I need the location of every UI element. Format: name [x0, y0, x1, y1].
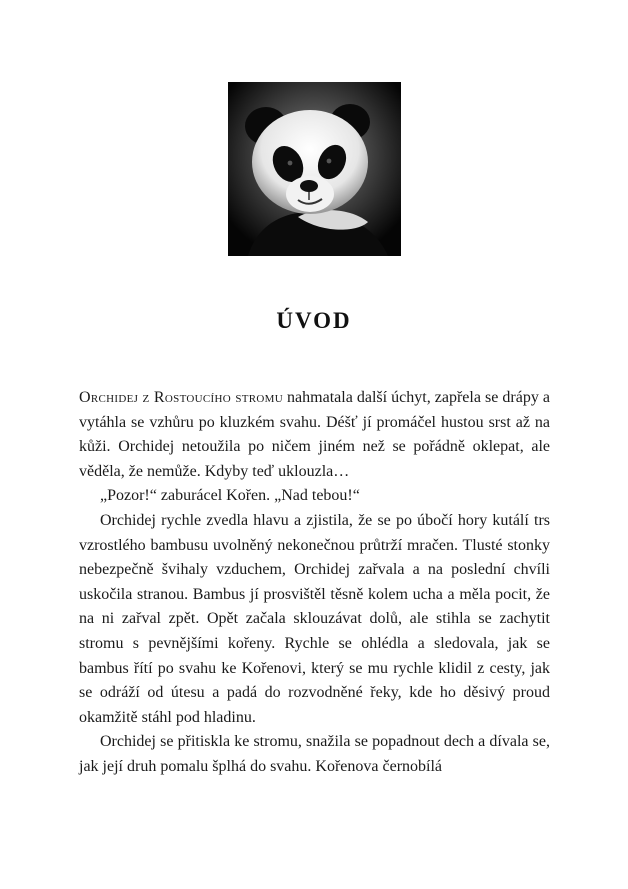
paragraph: [79, 386, 550, 484]
panda-illustration: [228, 82, 401, 256]
paragraph: Orchidej rychle zvedla hlavu a zjistila, že se po úbočí hory kutálí trs vzrostlého bambusu uvolněný nekonečnou průtrží mračen. Tlusté stonky nebezpečně švihaly vzduchem, Orchidej zařvala a na poslední chvíli uskočila stranou. Bambus jí prosvištěl těsně kolem ucha a měla pocit, že na ni zařval zpět. Opět začala sklouzávat dolů, ale stihla se zachytit stromu s pevnějšími kořeny. Rychle se ohlédla a sledovala, jak se bambus řítí po svahu ke Kořenovi, který se mu rychle klidil z cesty, jak se odráží od útesu a padá do rozvodněné řeky, kde ho děsivý proud okamžitě stáhl pod hladinu.: [79, 511, 550, 726]
chapter-body: [79, 386, 550, 780]
panda-photo: [228, 82, 401, 256]
paragraph: „Pozor!“ zaburácel Kořen. „Nad tebou!“: [100, 487, 360, 505]
paragraph-text: nahmatala další úchyt, zapřela se drápy a vytáhla se vzhůru po kluzkém svahu. Déšť jí promáčel hustou srst až na kůži. Orchidej netoužila po ničem jiném než se pořádně oklepat, ale věděla, že nemůže. Kdyby teď uklouzla…: [79, 389, 551, 480]
paragraph: Orchidej se přitiskla ke stromu, snažila se popadnout dech a dívala se, jak její druh pomalu šplhá do svahu. Kořenova černobílá: [79, 733, 550, 775]
chapter-title: ÚVOD: [276, 308, 352, 333]
lead-name: Orchidej z Rostoucího stromu: [79, 389, 283, 406]
